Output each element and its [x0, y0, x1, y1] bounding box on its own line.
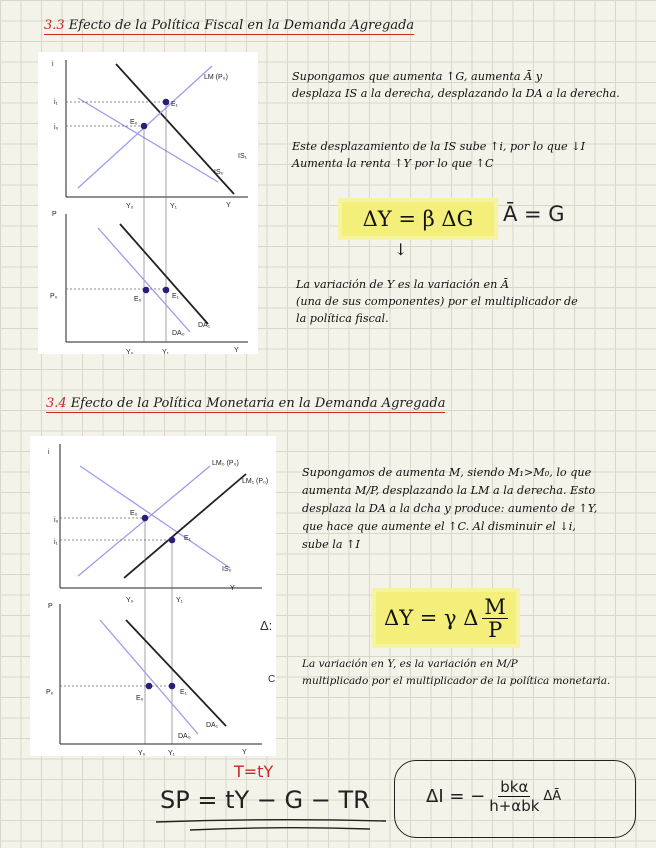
y0-label-bottom: Y₀: [126, 349, 134, 354]
y0-label-top: Y₀: [126, 597, 134, 604]
x-axis-label-y-bottom: Y: [242, 749, 247, 756]
equilibrium-e0-bottom-dot: [146, 683, 153, 690]
da0-curve: [100, 620, 198, 734]
e0-label-top: E₀: [130, 119, 138, 126]
section-3-4-heading: [46, 396, 445, 413]
y-axis-label-i: i: [48, 449, 50, 456]
x-axis-label-y-bottom: Y: [234, 347, 239, 354]
is0-label: IS₀: [214, 169, 224, 176]
e1-label-top: E₁: [184, 535, 192, 542]
equilibrium-e0-dot: [141, 123, 148, 130]
section-3-3-heading: [44, 18, 414, 35]
y1-label-bottom: Y₁: [162, 349, 170, 354]
monetary-note-2: La variación en Y, es la variación en M/P multiplicado por el multiplicador de la política monetaria.: [302, 658, 611, 687]
equilibrium-e1-dot: [169, 537, 176, 544]
p0-label: P₀: [50, 293, 58, 300]
clipped-c-text: C: [268, 674, 276, 685]
section-number: 3.4: [46, 396, 67, 411]
i1-label: i₁: [54, 539, 58, 546]
y0-label-top: Y₀: [126, 203, 134, 210]
i0-label: i₀: [54, 124, 59, 131]
da0-label: DA₀: [178, 733, 191, 740]
down-arrow: ↓: [394, 240, 408, 259]
fiscal-note-1: Supongamos que aumenta ↑G, aumenta Ā y desplaza IS a la derecha, desplazando la DA a la derecha.: [292, 70, 620, 100]
equilibrium-e1-bottom-dot: [169, 683, 176, 690]
p0-label: P₀: [46, 689, 54, 696]
monetary-policy-figure: [30, 436, 276, 756]
is-lm-da-monetary-graph: [30, 436, 276, 756]
fiscal-note-2: Este desplazamiento de la IS sube ↑i, por lo que ↓I Aumenta la renta ↑Y por lo que ↑C: [292, 140, 586, 170]
x-axis-label-y: Y: [230, 585, 235, 592]
da1-label: DA₁: [198, 322, 211, 329]
monetary-note-1: Supongamos de aumenta M, siendo M₁>M₀, lo que aumenta M/P, desplazando la LM a la derecha. Esto desplaza la DA a la dcha y produce: aumento de ↑Y, que hace que aumente el ↑C. Al disminuir el ↓i, sube la ↑I: [302, 466, 598, 551]
y0-label-bottom: Y₀: [138, 750, 146, 756]
lm-label: LM (P₀): [204, 74, 228, 81]
y-axis-label-p: P: [52, 211, 57, 218]
y1-label-top: Y₁: [170, 203, 178, 210]
equilibrium-e1-dot: [163, 99, 170, 106]
m-over-p-fraction: $\frac{M}{P}$: [484, 594, 506, 642]
y1-label-bottom: Y₁: [168, 750, 176, 756]
y-axis-label-i: i: [52, 61, 54, 68]
e1-label-bottom: E₁: [172, 293, 180, 300]
investment-change-formula: ΔI = − $\frac{\text{bkα}}{\text{h+αbk}}$ ΔĀ: [426, 778, 562, 815]
i0-label: i₀: [54, 517, 59, 524]
lm0-label: LM₀ (P₀): [212, 460, 239, 467]
da1-curve: [126, 620, 226, 726]
da0-label: DA₀: [172, 330, 185, 337]
e1-label-bottom: E₁: [180, 689, 188, 696]
fiscal-note-3: La variación de Y es la variación en Ā (una de sus componentes) por el multiplicador de la política fiscal.: [296, 278, 578, 325]
section-number: 3.3: [44, 18, 65, 33]
fiscal-policy-figure: [38, 52, 258, 354]
monetary-multiplier-formula: ΔY = γ Δ $\frac{M}{P}$: [372, 588, 520, 648]
y1-label-top: Y₁: [176, 597, 184, 604]
da1-label: DA₁: [206, 722, 219, 729]
e1-label-top: E₁: [171, 101, 179, 108]
savings-underline: [150, 816, 390, 838]
section-title: Efecto de la Política Monetaria en la Demanda Agregada: [70, 396, 446, 411]
x-axis-label-y: Y: [226, 202, 231, 209]
ai-fraction: $\frac{\text{bkα}}{\text{h+αbk}}$: [489, 778, 540, 815]
a-bar-equals-g: Ā = G: [503, 202, 565, 226]
fiscal-multiplier-formula: ΔY = β ΔG: [338, 198, 498, 240]
private-savings-formula: SP = tY − G − TR: [160, 786, 370, 814]
y-axis-label-p: P: [48, 603, 53, 610]
lm1-curve: [124, 474, 246, 578]
section-title: Efecto de la Política Fiscal en la Demanda Agregada: [68, 18, 415, 33]
e0-label-top: E₀: [130, 510, 138, 517]
e0-label-bottom: E₀: [134, 296, 142, 303]
equilibrium-e1-bottom-dot: [163, 287, 170, 294]
i1-label: i₁: [54, 99, 58, 106]
lm1-label: LM₁ (P₀): [242, 478, 269, 485]
tax-formula: T=tY: [234, 762, 274, 781]
clipped-delta-text: Δ:: [260, 618, 273, 633]
equilibrium-e0-bottom-dot: [143, 287, 150, 294]
e0-label-bottom: E₀: [136, 695, 144, 702]
is-lm-da-graph: [38, 52, 258, 354]
is0-label: IS₀: [222, 566, 232, 573]
equilibrium-e0-dot: [142, 515, 149, 522]
da1-curve: [120, 224, 208, 324]
is1-label: IS₁: [238, 153, 247, 160]
